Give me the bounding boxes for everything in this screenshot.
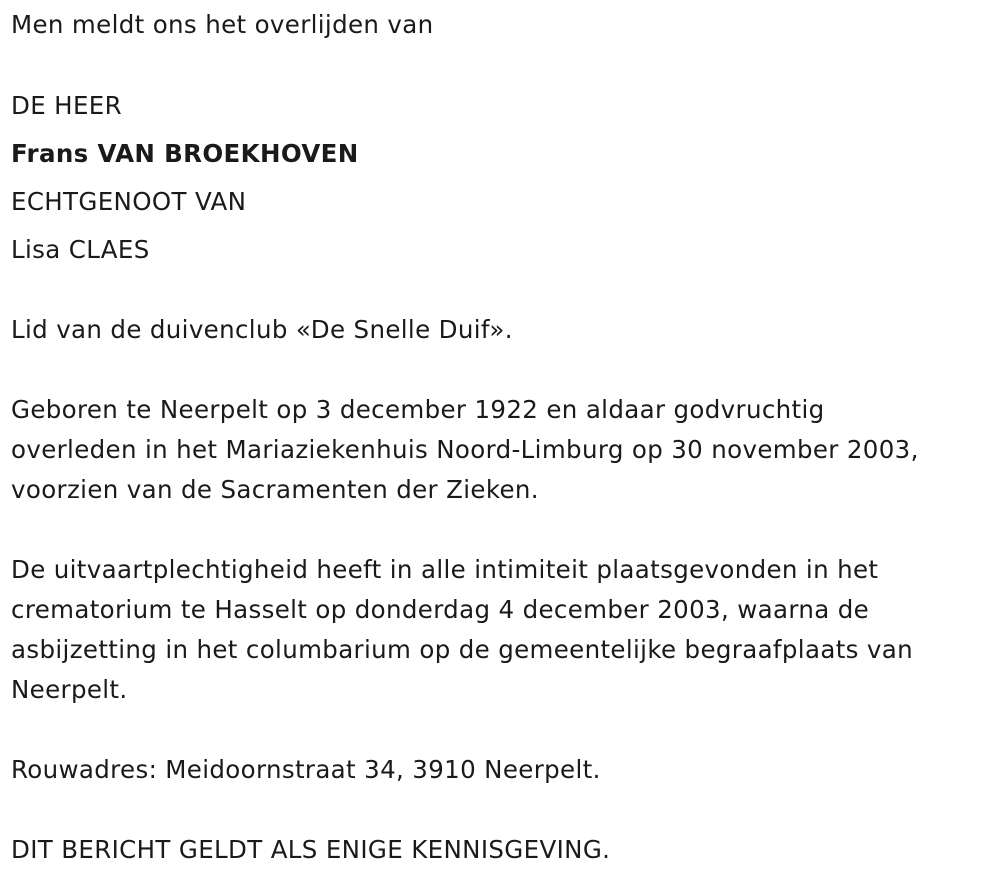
paragraph-line: De uitvaartplechtigheid heeft in alle intimiteit plaatsgevonden in het xyxy=(11,555,879,584)
paragraph-line: voorzien van de Sacramenten der Zieken. xyxy=(11,475,539,504)
paragraph-line: overleden in het Mariaziekenhuis Noord-Limburg op 30 november 2003, xyxy=(11,435,919,464)
intro-text: Men meldt ons het overlijden van xyxy=(11,10,434,39)
paragraph-line: crematorium te Hasselt op donderdag 4 december 2003, waarna de xyxy=(11,595,870,624)
paragraph-line: Neerpelt. xyxy=(11,675,128,704)
spouse-label: ECHTGENOOT VAN xyxy=(11,187,247,216)
closing-statement: DIT BERICHT GELDT ALS ENIGE KENNISGEVING. xyxy=(11,835,611,864)
deceased-name: Frans VAN BROEKHOVEN xyxy=(11,139,359,168)
club-membership: Lid van de duivenclub «De Snelle Duif». xyxy=(11,315,513,344)
paragraph-line: asbijzetting in het columbarium op de gemeentelijke begraafplaats van xyxy=(11,635,913,664)
spouse-name: Lisa CLAES xyxy=(11,235,150,264)
title-line: DE HEER xyxy=(11,91,122,120)
paragraph-line: Geboren te Neerpelt op 3 december 1922 en aldaar godvruchtig xyxy=(11,395,825,424)
mourning-address: Rouwadres: Meidoornstraat 34, 3910 Neerpelt. xyxy=(11,755,601,784)
